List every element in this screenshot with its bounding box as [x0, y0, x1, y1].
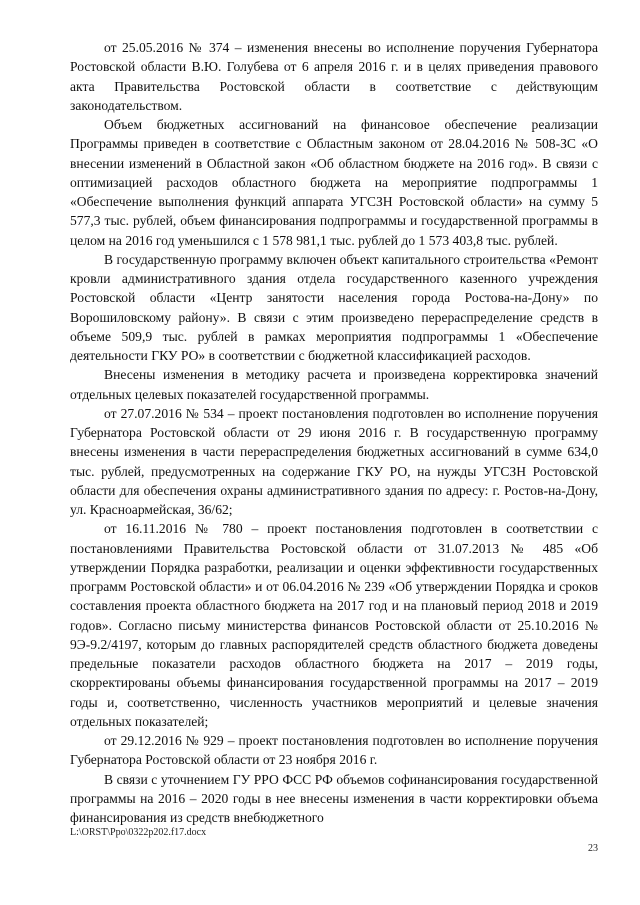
paragraph-cofinancing: В связи с уточнением ГУ РРО ФСС РФ объемов софинансирования государственной программы на 2016 – 2020 годы в нее внесены изменения в части корректировки объема финансирования из средств внебюджетного — [70, 771, 598, 825]
document-body — [70, 38, 598, 827]
paragraph-resolution-929: от 29.12.2016 № 929 – проект постановления подготовлен во исполнение поручения Губернатора Ростовской области от 23 ноября 2016 г. — [70, 733, 598, 768]
paragraph-resolution-780: от 16.11.2016 № 780 – проект постановления подготовлен в соответствии с постановлениями Правительства Ростовской области от 31.07.2013 № 485 «Об утверждении Порядка разработки, реализации и оценки эффективности государственных программ Ростовской области» и от 06.04.2016 № 239 «Об утверждении Порядка и сроков составления проекта областного бюджета на 2017 год и на плановый период 2018 и 2019 годов». Согласно письму министерства финансов Ростовской области от 25.10.2016 № 9Э-9.2/4197, которым до главных распорядителей средств областного бюджета доведены предельные показатели расходов областного бюджета на 2017 – 2019 годы, скорректированы объемы финансирования государственной программы на 2017 – 2019 годы и, соответственно, численность участников мероприятий и целевые значения отдельных показателей; — [70, 521, 598, 729]
paragraph-capital-construction: В государственную программу включен объект капитального строительства «Ремонт кровли административного здания отдела государственного казенного учреждения Ростовской области «Центр занятости населения города Ростова-на-Дону» по Ворошиловскому району». В связи с этим произведено перераспределение средств в объеме 509,9 тыс. рублей в рамках мероприятия подпрограммы 1 «Обеспечение деятельности ГКУ РО» в соответствии с бюджетной классификацией расходов. — [70, 251, 598, 363]
paragraph-resolution-374: от 25.05.2016 № 374 – изменения внесены во исполнение поручения Губернатора Ростовской области В.Ю. Голубева от 6 апреля 2016 г. и в целях приведения правового акта Правительства Ростовской области в соответствие с действующим законодательством. — [70, 40, 598, 113]
paragraph-resolution-534: от 27.07.2016 № 534 – проект постановления подготовлен во исполнение поручения Губернатора Ростовской области от 29 июня 2016 г. В государственную программу внесены изменения в части перераспределения бюджетных ассигнований в сумме 634,0 тыс. рублей, предусмотренных на содержание ГКУ РО, на нужды УГСЗН Ростовской области для обеспечения охраны административного здания по адресу: г. Ростов-на-Дону, ул. Красноармейская, 36/62; — [70, 405, 598, 517]
paragraph-methodology-changes: Внесены изменения в методику расчета и произведена корректировка значений отдельных целевых показателей государственной программы. — [70, 367, 598, 402]
paragraph-budget-allocations: Объем бюджетных ассигнований на финансовое обеспечение реализации Программы приведен в соответствие с Областным законом от 28.04.2016 № 508-ЗС «О внесении изменений в Областной закон «Об областном бюджете на 2016 год». В связи с оптимизацией расходов областного бюджета на мероприятие подпрограммы 1 «Обеспечение выполнения функций аппарата УГСЗН Ростовской области» на сумму 5 577,3 тыс. рублей, объем финансирования подпрограммы и государственной программы в целом на 2016 год уменьшился с 1 578 981,1 тыс. рублей до 1 573 403,8 тыс. рублей. — [70, 117, 598, 248]
page-number: 23 — [588, 843, 598, 854]
footer-file-path: L:\ORST\Ppo\0322p202.f17.docx — [70, 827, 207, 838]
